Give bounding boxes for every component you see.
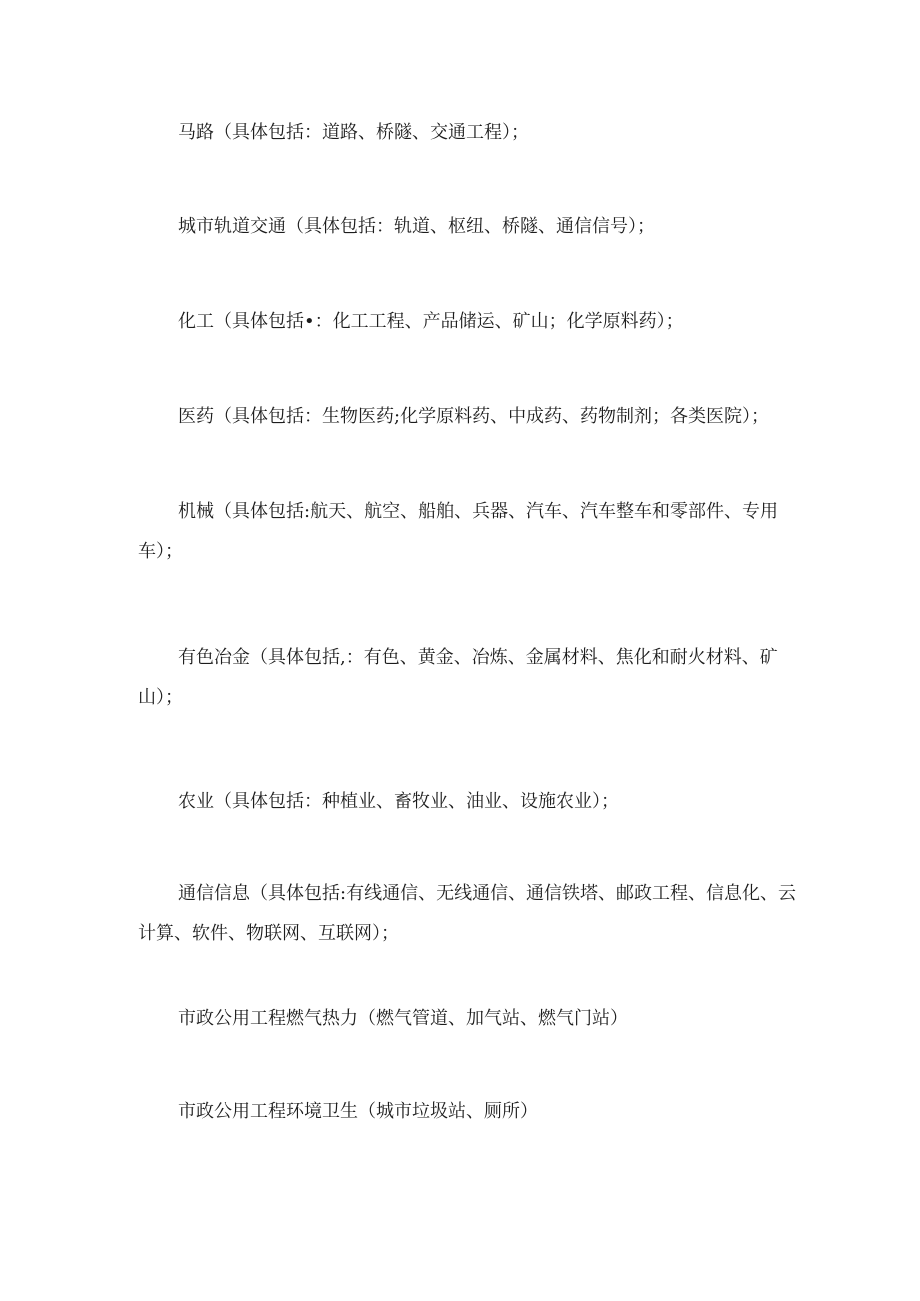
paragraph-urban-rail: 城市轨道交通（具体包括：轨道、枢纽、桥隧、通信信号）； xyxy=(178,216,655,237)
paragraph-sanitation: 市政公用工程环境卫生（城市垃圾站、厕所） xyxy=(178,1101,538,1122)
paragraph-telecom-information: 通信信息（具体包括:有线通信、无线通信、通信铁塔、邮政工程、信息化、云计算、软件、物联网、互联网）； xyxy=(138,883,797,944)
paragraph-machinery: 机械（具体包括:航天、航空、船舶、兵器、汽车、汽车整车和零部件、专用车）； xyxy=(138,501,779,562)
paragraph-agriculture: 农业（具体包括：种植业、畜牧业、油业、设施农业）； xyxy=(178,791,619,812)
paragraph-nonferrous-metallurgy: 有色冶金（具体包括,：有色、黄金、冶炼、金属材料、焦化和耐火材料、矿山）； xyxy=(138,647,778,708)
paragraph-medicine: 医药（具体包括：生物医药;化学原料药、中成药、药物制剂；各类医院）； xyxy=(178,406,770,427)
paragraph-gas-heating: 市政公用工程燃气热力（燃气管道、加气站、燃气门站） xyxy=(178,1008,628,1029)
paragraph-chemical: 化工（具体包括•：化工工程、产品储运、矿山；化学原料药）； xyxy=(178,311,684,332)
paragraph-roads: 马路（具体包括：道路、桥隧、交通工程）； xyxy=(178,122,529,143)
